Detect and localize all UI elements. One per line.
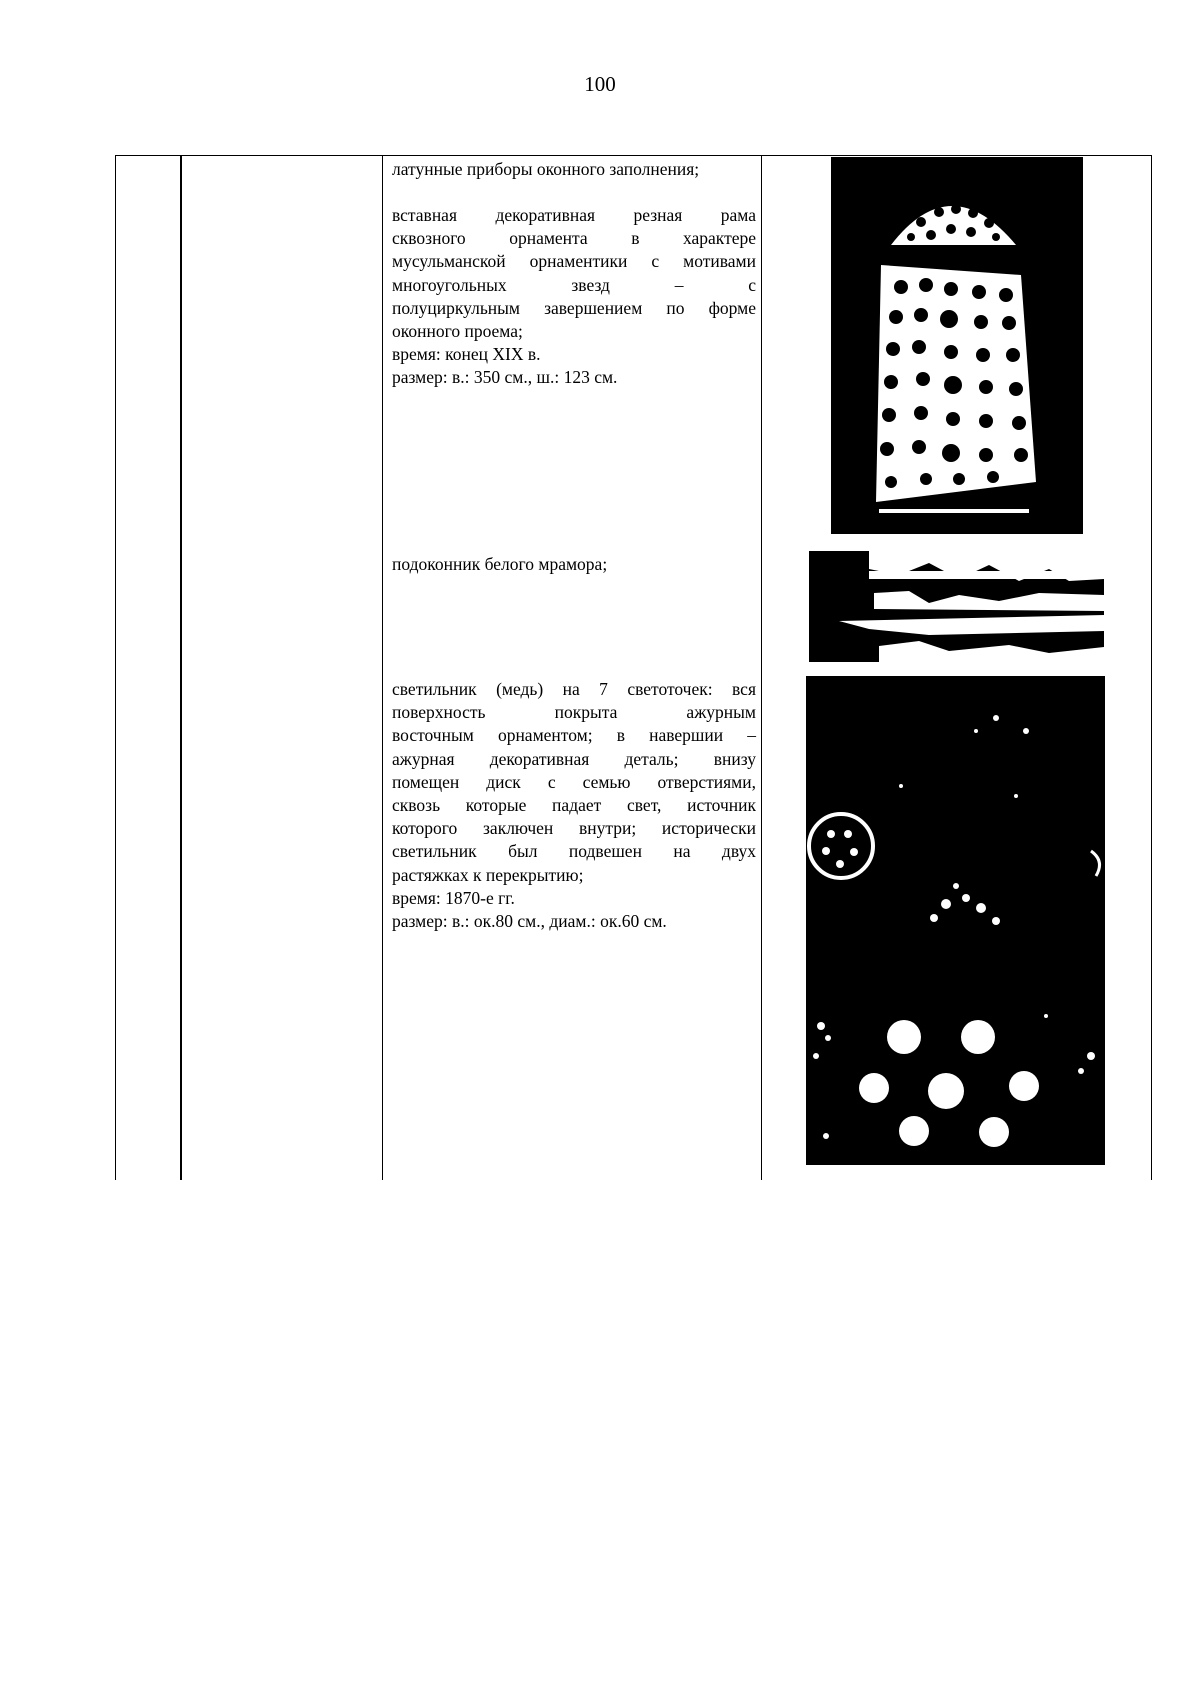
description-line: восточным орнаментом; в навершии – — [392, 725, 756, 746]
description-line: поверхность покрыта ажурным — [392, 702, 756, 723]
description-line: подоконник белого мрамора; — [392, 554, 608, 574]
description-entry-window-frame — [392, 204, 756, 390]
description-line: светильник был подвешен на двух — [392, 841, 756, 862]
description-entry-lamp — [392, 678, 756, 933]
description-line: мусульманской орнаментики с мотивами — [392, 251, 756, 272]
description-line: светильник (медь) на 7 светоточек: вся — [392, 679, 756, 699]
description-line: многоугольных звезд – с — [392, 274, 756, 295]
description-line: растяжках к перекрытию; — [392, 864, 584, 885]
window-lattice-photo — [831, 157, 1083, 534]
description-line: сквозного орнамента в характере — [392, 228, 756, 249]
table-column-divider — [382, 155, 383, 1180]
windowsill-photo — [809, 551, 1104, 662]
page-number: 100 — [584, 72, 616, 96]
description-line: вставная декоративная резная рама — [392, 205, 756, 225]
lamp-photo — [806, 676, 1105, 1165]
description-line: размер: в.: ок.80 см., диам.: ок.60 см. — [392, 911, 667, 932]
table-column-divider — [180, 155, 182, 1180]
description-line: которого заключен внутри; исторически — [392, 818, 756, 839]
description-entry-windowsill — [392, 553, 756, 576]
description-line: сквозь которые падает свет, источник — [392, 795, 756, 816]
description-line: время: конец XIX в. — [392, 344, 541, 365]
description-line: полуциркульным завершением по форме — [392, 297, 756, 318]
description-line: оконного проема; — [392, 321, 523, 342]
table-column-divider — [761, 155, 762, 1180]
table-top-border — [115, 155, 1152, 156]
table-column-divider — [1151, 155, 1152, 1180]
description-entry-window-fittings — [392, 158, 756, 181]
description-line: помещен диск с семью отверстиями, — [392, 771, 756, 792]
table-column-divider — [115, 155, 116, 1180]
description-line: размер: в.: 350 см., ш.: 123 см. — [392, 367, 618, 388]
description-line: латунные приборы оконного заполнения; — [392, 159, 700, 179]
description-line: время: 1870-е гг. — [392, 887, 515, 908]
description-line: ажурная декоративная деталь; внизу — [392, 748, 756, 769]
